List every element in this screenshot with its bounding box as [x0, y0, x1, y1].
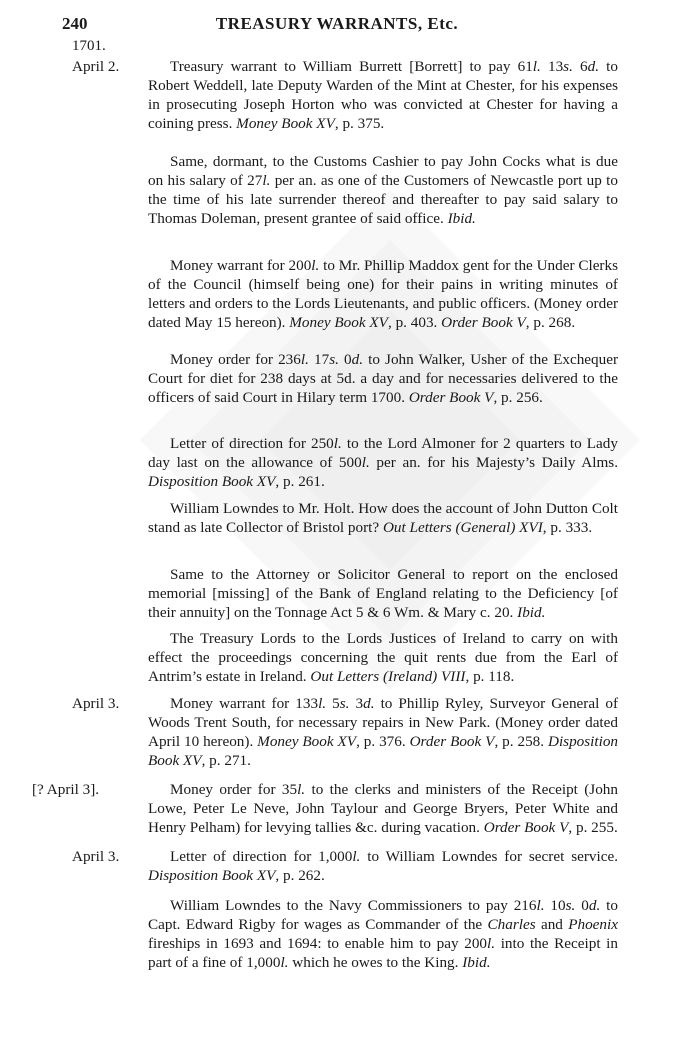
italic-text: s. [329, 351, 339, 368]
text: , p. 261. [275, 473, 325, 490]
italic-text: d. [351, 351, 364, 368]
ship-name: Charles [487, 916, 536, 933]
text: which he owes to the King. [288, 954, 463, 971]
italic-text: l. [297, 781, 306, 798]
entry-paragraph [148, 434, 618, 491]
text: to Mr. Phillip Maddox gent for the Under Clerks of the Council (himself being one) for their pains in writing minutes of letters and orders to the Lords Lieutenants, and public officers. (Money order dated May 15 hereon). [148, 257, 618, 331]
text: fireships in 1693 and 1694: to enable him to pay 200 [148, 935, 488, 952]
italic-text: l. [262, 172, 271, 189]
source-reference: Order Book V [409, 733, 495, 750]
source-reference: Out Letters (General) XVI [382, 519, 543, 536]
text: , p. 118. [465, 668, 515, 685]
entry-paragraph [148, 780, 618, 837]
source-reference: Money Book XV [289, 314, 388, 331]
italic-text: l. [532, 58, 541, 75]
source-reference: Ibid. [462, 954, 491, 971]
text: , p. 255. [568, 819, 618, 836]
italic-text: l. [300, 351, 309, 368]
source-reference: Money Book XV [236, 115, 335, 132]
text: , p. 262. [275, 867, 325, 884]
italic-text: s. [565, 897, 576, 914]
year-marker: 1701. [72, 38, 106, 54]
italic-text: l. [318, 695, 327, 712]
italic-text: l. [352, 848, 361, 865]
entry-date: [? April 3]. [32, 781, 100, 798]
italic-text: l. [536, 897, 545, 914]
entry-paragraph [148, 152, 618, 228]
source-reference: Ibid. [447, 210, 476, 227]
text: 3 [349, 695, 364, 712]
source-reference: Out Letters (Ireland) VIII [310, 668, 466, 685]
source-reference: Order Book V [483, 819, 569, 836]
text: into the Receipt in part of a fine of 1,000 [148, 935, 618, 971]
text: Same, dormant, to the Customs Cashier to pay John Cocks what is due on his salary of 27 [148, 153, 618, 189]
text: Money order for 236 [170, 351, 301, 368]
source-reference: Order Book V [408, 389, 494, 406]
source-reference: Disposition Book XV [148, 867, 276, 884]
entry-paragraph [148, 694, 618, 770]
text: to Robert Weddell, late Deputy Warden of the Mint at Chester, for his expenses in prosecuting Joseph Horton who was convicted at Chester for having a coining press. [148, 58, 618, 132]
text: 6 [572, 58, 588, 75]
text: , p. 258. [494, 733, 548, 750]
text: to Capt. Edward Rigby for wages as Commander of the [148, 897, 618, 933]
text: and [535, 916, 569, 933]
entry-paragraph [148, 896, 618, 972]
source-reference: Order Book V [441, 314, 526, 331]
text: , p. 403. [387, 314, 442, 331]
text: 10 [544, 897, 566, 914]
text: 5 [326, 695, 340, 712]
text: Letter of direction for 1,000 [170, 848, 353, 865]
entry-date: April 2. [72, 58, 120, 75]
italic-text: s. [339, 695, 350, 712]
text: , p. 256. [493, 389, 543, 406]
italic-text: d. [587, 58, 600, 75]
source-reference: Money Book XV [257, 733, 357, 750]
text: Letter of direction for 250 [170, 435, 334, 452]
italic-text: l. [361, 454, 370, 471]
text: William Lowndes to the Navy Commissioners to pay 216 [170, 897, 537, 914]
text: , p. 376. [356, 733, 410, 750]
text: , p. 333. [542, 519, 593, 536]
ship-name: Phoenix [568, 916, 618, 933]
entry-paragraph [148, 499, 618, 537]
running-head: TREASURY WARRANTS, Etc. [215, 14, 459, 33]
entry-date: April 3. [72, 695, 120, 712]
text: Money warrant for 133 [170, 695, 319, 712]
entry-date: April 3. [72, 848, 120, 865]
entry-paragraph [148, 350, 618, 407]
text: to John Walker, Usher of the Exchequer Court for diet for 238 days at 5d. a day and for necessaries delivered to the officers of said Court in Hilary term 1700. [148, 351, 619, 406]
text: to Phillip Ryley, Surveyor General of Woods Trent South, for necessary repairs in New Park. (Money order dated April 10 hereon). [148, 695, 619, 750]
source-reference: Disposition Book XV [148, 473, 276, 490]
text: , p. 268. [525, 314, 576, 331]
italic-text: d. [588, 897, 601, 914]
text: 13 [540, 58, 564, 75]
italic-text: l. [333, 435, 342, 452]
text: , p. 375. [334, 115, 385, 132]
text: to the Lord Almoner for 2 quarters to Lady day last on the allowance of 500 [148, 435, 618, 471]
text: William Lowndes to Mr. Holt. How does the account of John Dutton Colt stand as late Collector of Bristol port? [148, 500, 618, 536]
text: Treasury warrant to William Burrett [Borrett] to pay 61 [170, 58, 533, 75]
italic-text: l. [311, 257, 320, 274]
text: per an. as one of the Customers of Newcastle port up to the time of his late surrender thereof and thereafter to pay said salary to Thomas Doleman, present grantee of said office. [148, 172, 618, 227]
entry-paragraph [148, 57, 618, 133]
text: 0 [575, 897, 589, 914]
italic-text: l. [280, 954, 289, 971]
text: 17 [308, 351, 330, 368]
entry-paragraph [148, 847, 618, 885]
text: to the clerks and ministers of the Receipt (John Lowe, Peter Le Neve, John Taylour and George Bryers, Peter White and Henry Pelham) for levying tallies &c. during vacation. [148, 781, 618, 836]
text: 0 [338, 351, 352, 368]
entry-paragraph [148, 629, 618, 686]
source-reference: Disposition Book XV [148, 733, 619, 769]
text: per an. for his Majesty’s Daily Alms. [369, 454, 618, 471]
italic-text: s. [563, 58, 573, 75]
page-number: 240 [62, 14, 88, 33]
text: Same to the Attorney or Solicitor General to report on the enclosed memorial [missing] of the Bank of England relating to the Deficiency [of their annuity] on the Tonnage Act 5 & 6 Wm. & Mary c. 20. [148, 566, 618, 621]
italic-text: d. [363, 695, 375, 712]
text: , p. 271. [201, 752, 251, 769]
entry-paragraph [148, 256, 618, 332]
text: Money order for 35 [170, 781, 298, 798]
source-reference: Ibid. [517, 604, 546, 621]
text: The Treasury Lords to the Lords Justices of Ireland to carry on with effect the proceedings concerning the quit rents due from the Earl of Antrim’s estate in Ireland. [148, 630, 618, 685]
text: Money warrant for 200 [170, 257, 312, 274]
italic-text: l. [487, 935, 496, 952]
text: to William Lowndes for secret service. [360, 848, 618, 865]
entry-paragraph [148, 565, 618, 622]
